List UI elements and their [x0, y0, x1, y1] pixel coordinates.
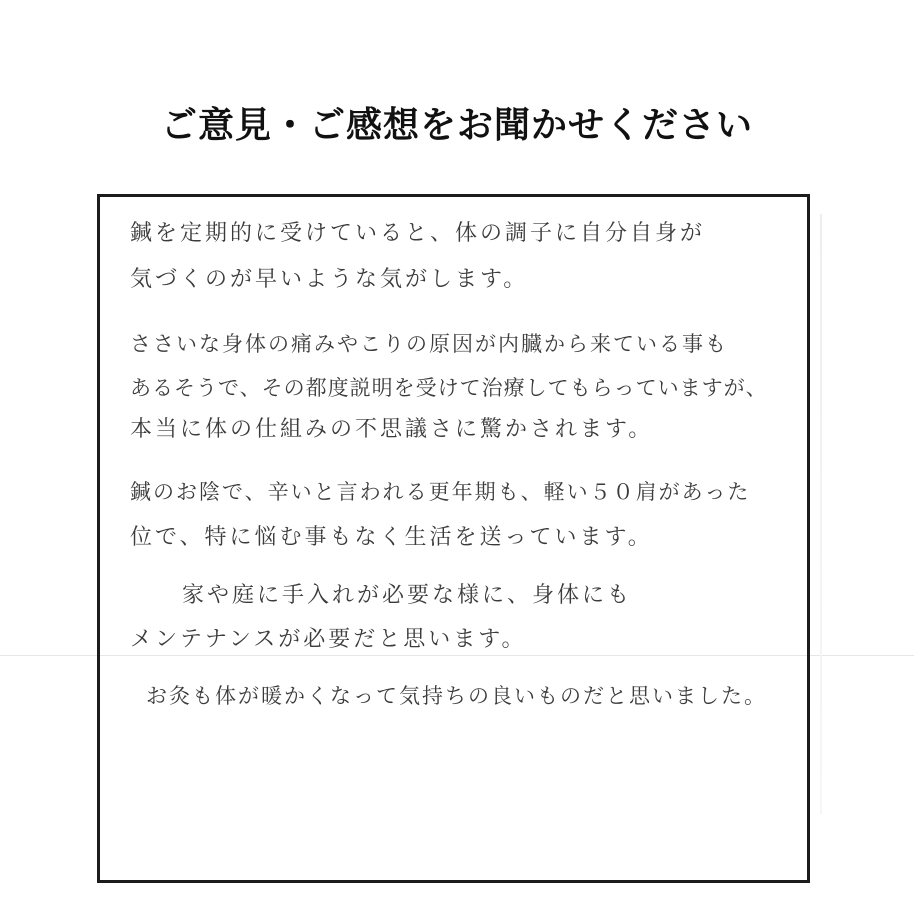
handwritten-line: 家や庭に手入れが必要な様に、身体にも	[182, 583, 633, 608]
handwritten-line: ささいな身体の痛みやこりの原因が内臓から来ている事も	[130, 332, 728, 356]
handwritten-line: あるそうで、その都度説明を受けて治療してもらっていますが、	[130, 376, 768, 400]
handwritten-line: 鍼のお陰で、辛いと言われる更年期も、軽い５０肩があった	[130, 480, 751, 504]
scan-edge-shadow	[820, 214, 822, 814]
handwritten-line: 本当に体の仕組みの不思議さに驚かされます。	[130, 417, 654, 442]
handwritten-line: メンテナンスが必要だと思います。	[130, 627, 527, 652]
handwritten-line: 鍼を定期的に受けていると、体の調子に自分自身が	[130, 221, 706, 246]
comment-box	[97, 194, 810, 883]
handwritten-line: 気づくのが早いような気がします。	[130, 267, 529, 292]
handwritten-line: お灸も体が暖かくなって気持ちの良いものだと思いました。	[146, 684, 767, 708]
page-title: ご意見・ご感想をお聞かせください	[160, 105, 753, 146]
handwritten-line: 位で、特に悩む事もなく生活を送っています。	[130, 525, 653, 550]
